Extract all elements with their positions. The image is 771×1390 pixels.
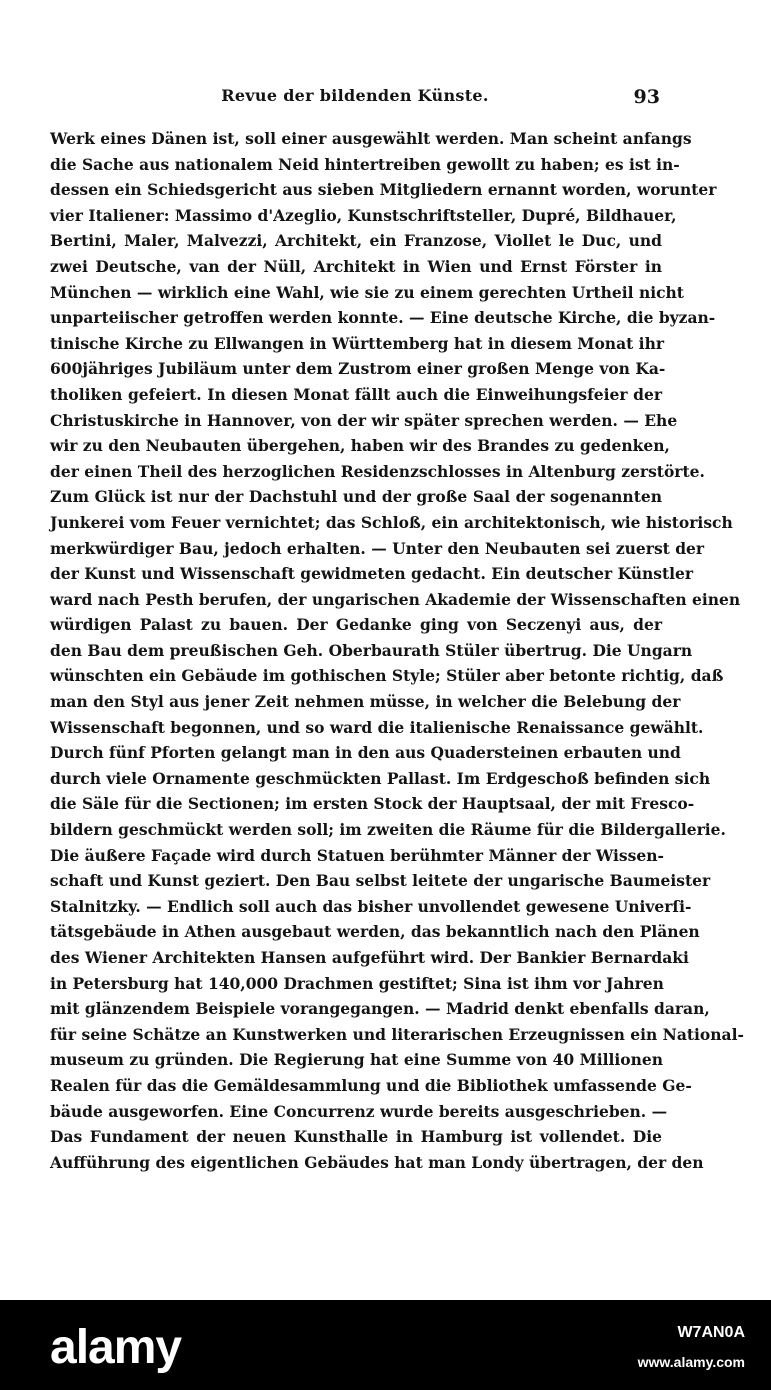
- text-line: tinische Kirche zu Ellwangen in Württemberg hat in diesem Monat ihr: [50, 333, 664, 353]
- text-line: für seine Schätze an Kunstwerken und literarischen Erzeugnissen ein National-: [50, 1024, 744, 1044]
- text-line: 600jähriges Jubiläum unter dem Zustrom einer großen Menge von Ka-: [50, 359, 666, 379]
- text-line: schaft und Kunst geziert. Den Bau selbst leitete der ungarische Baumeister: [50, 871, 711, 891]
- text-line: ward nach Pesth berufen, der ungarischen Akademie der Wissenschaften einen: [50, 589, 741, 609]
- page-number: 93: [633, 86, 660, 108]
- text-line: museum zu gründen. Die Regierung hat eine Summe von 40 Millionen: [50, 1050, 664, 1070]
- text-line: merkwürdiger Bau, jedoch erhalten. — Unter den Neubauten sei zuerst der: [50, 538, 705, 558]
- body-text: [50, 126, 744, 1175]
- text-line: Junkerei vom Feuer vernichtet; das Schloß, ein architektonisch, wie historisch: [50, 512, 733, 532]
- text-line: dessen ein Schiedsgericht aus sieben Mitgliedern ernannt worden, worunter: [50, 180, 717, 200]
- text-line: in Petersburg hat 140,000 Drachmen gestiftet; Sina ist ihm vor Jahren: [50, 973, 664, 993]
- text-line: Wissenschaft begonnen, und so ward die italienische Renaissance gewählt.: [50, 717, 704, 737]
- text-line: tholiken gefeiert. In diesen Monat fällt auch die Einweihungsfeier der: [50, 384, 662, 404]
- watermark-bar: [0, 1300, 771, 1390]
- text-line: bildern geschmückt werden soll; im zweiten die Räume für die Bildergallerie.: [50, 820, 726, 840]
- text-line: Die äußere Façade wird durch Statuen berühmter Männer der Wissen-: [50, 845, 664, 865]
- text-line: Bertini, Maler, Malvezzi, Architekt, ein Franzose, Viollet le Duc, und: [50, 231, 662, 251]
- text-line: zwei Deutsche, van der Nüll, Architekt in Wien und Ernst Förster in: [50, 256, 662, 276]
- image-id: W7AN0A: [677, 1324, 745, 1341]
- site-url: www.alamy.com: [637, 1354, 745, 1370]
- text-line: Das Fundament der neuen Kunsthalle in Hamburg ist vollendet. Die: [50, 1127, 662, 1147]
- alamy-logo: alamy: [50, 1321, 182, 1374]
- text-line: die Säle für die Sectionen; im ersten Stock der Hauptsaal, der mit Fresco-: [50, 794, 695, 814]
- text-line: bäude ausgeworfen. Eine Concurrenz wurde bereits ausgeschrieben. —: [50, 1101, 668, 1121]
- text-line: Zum Glück ist nur der Dachstuhl und der große Saal der sogenannten: [50, 487, 662, 507]
- text-line: Werk eines Dänen ist, soll einer ausgewählt werden. Man scheint anfangs: [50, 129, 692, 148]
- text-line: tätsgebäude in Athen ausgebaut werden, das bekanntlich nach den Plänen: [50, 922, 700, 942]
- text-line: mit glänzendem Beispiele vorangegangen. — Madrid denkt ebenfalls daran,: [50, 999, 710, 1019]
- text-line: Christuskirche in Hannover, von der wir später sprechen werden. — Ehe: [50, 410, 678, 430]
- text-line: unparteiischer getroffen werden konnte. — Eine deutsche Kirche, die byzan-: [50, 308, 716, 328]
- text-line: würdigen Palast zu bauen. Der Gedanke ging von Seczenyi aus, der: [50, 615, 662, 635]
- text-line: die Sache aus nationalem Neid hintertreiben gewollt zu haben; es ist in-: [50, 154, 680, 174]
- text-line: den Bau dem preußischen Geh. Oberbaurath Stüler übertrug. Die Ungarn: [50, 640, 693, 660]
- text-line: wir zu den Neubauten übergehen, haben wir des Brandes zu gedenken,: [50, 436, 670, 456]
- running-title: Revue der bildenden Künste.: [221, 86, 489, 105]
- text-line: Durch fünf Pforten gelangt man in den aus Quadersteinen erbauten und: [50, 743, 681, 763]
- text-line: des Wiener Architekten Hansen aufgeführt wird. Der Bankier Bernardaki: [50, 948, 689, 967]
- running-header: [50, 86, 660, 112]
- text-line: der Kunst und Wissenschaft gewidmeten gedacht. Ein deutscher Künstler: [50, 564, 694, 584]
- text-line: vier Italiener: Massimo d'Azeglio, Kunstschriftsteller, Dupré, Bildhauer,: [50, 205, 677, 225]
- text-line: durch viele Ornamente geschmückten Pallast. Im Erdgeschoß befinden sich: [50, 768, 711, 788]
- text-line: Aufführung des eigentlichen Gebäudes hat man Londy übertragen, der den: [50, 1152, 704, 1172]
- text-line: wünschten ein Gebäude im gothischen Style; Stüler aber betonte richtig, daß: [50, 666, 724, 686]
- text-line: Realen für das die Gemäldesammlung und die Bibliothek umfassende Ge-: [50, 1075, 692, 1095]
- text-line: München — wirklich eine Wahl, wie sie zu einem gerechten Urtheil nicht: [50, 282, 684, 302]
- text-line: der einen Theil des herzoglichen Residenzschlosses in Altenburg zerstörte.: [50, 461, 705, 481]
- text-line: man den Styl aus jener Zeit nehmen müsse, in welcher die Belebung der: [50, 692, 681, 712]
- text-line: Stalnitzky. — Endlich soll auch das bisher unvollendet gewesene Univerſi-: [50, 896, 692, 916]
